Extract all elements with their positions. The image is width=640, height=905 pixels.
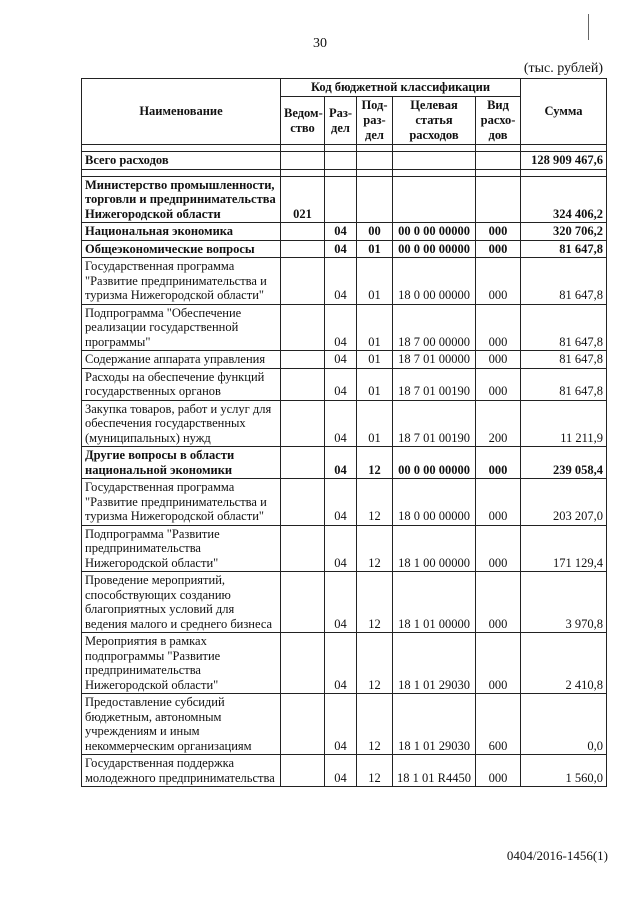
table-row <box>82 258 607 305</box>
row-type: 000 <box>476 258 521 305</box>
row-section: 04 <box>325 479 357 526</box>
row-dept <box>281 223 325 241</box>
row-sum: 171 129,4 <box>521 525 607 572</box>
table-row <box>82 368 607 400</box>
row-target: 00 0 00 00000 <box>393 240 476 258</box>
row-subsection: 12 <box>357 447 393 479</box>
row-sum: 0,0 <box>521 694 607 755</box>
row-target: 00 0 00 00000 <box>393 223 476 241</box>
row-section: 04 <box>325 447 357 479</box>
row-name: Государственная поддержка молодежного предпринимательства <box>82 755 281 787</box>
row-subsection: 01 <box>357 304 393 351</box>
row-name: Расходы на обеспечение функций государственных органов <box>82 368 281 400</box>
row-target: 18 7 01 00190 <box>393 400 476 447</box>
row-dept <box>281 258 325 305</box>
table-row <box>82 304 607 351</box>
row-type <box>476 176 521 223</box>
header-row-top <box>82 79 607 97</box>
document-code: 0404/2016-1456(1) <box>506 848 608 863</box>
row-name: Подпрограмма "Развитие предпринимательства Нижегородской области" <box>82 525 281 572</box>
table-row <box>82 351 607 369</box>
row-name: Другие вопросы в области национальной экономики <box>82 447 281 479</box>
row-dept <box>281 240 325 258</box>
row-sum: 11 211,9 <box>521 400 607 447</box>
row-dept <box>281 572 325 633</box>
spacer-row <box>82 169 607 176</box>
row-subsection: 12 <box>357 755 393 787</box>
spacer-row <box>82 145 607 152</box>
row-name: Государственная программа "Развитие предпринимательства и туризма Нижегородской области" <box>82 479 281 526</box>
row-name: Содержание аппарата управления <box>82 351 281 369</box>
row-name: Национальная экономика <box>82 223 281 241</box>
row-target <box>393 176 476 223</box>
row-type: 000 <box>476 351 521 369</box>
row-target: 18 1 00 00000 <box>393 525 476 572</box>
row-type: 200 <box>476 400 521 447</box>
row-target: 18 1 01 R4450 <box>393 755 476 787</box>
row-section: 04 <box>325 223 357 241</box>
row-target: 18 1 01 29030 <box>393 633 476 694</box>
row-section: 04 <box>325 351 357 369</box>
table-row <box>82 572 607 633</box>
row-target: 18 7 00 00000 <box>393 304 476 351</box>
row-section: 04 <box>325 572 357 633</box>
table-row <box>82 240 607 258</box>
row-target: 18 7 01 00000 <box>393 351 476 369</box>
row-dept <box>281 368 325 400</box>
row-dept <box>281 400 325 447</box>
row-target: 18 7 01 00190 <box>393 368 476 400</box>
row-section: 04 <box>325 694 357 755</box>
total-label: Всего расходов <box>82 152 281 170</box>
header-dept: Ведом-ство <box>281 97 325 145</box>
row-name: Подпрограмма "Обеспечение реализации государственной программы" <box>82 304 281 351</box>
row-section: 04 <box>325 304 357 351</box>
row-sum: 81 647,8 <box>521 368 607 400</box>
row-dept <box>281 633 325 694</box>
row-sum: 81 647,8 <box>521 351 607 369</box>
table-row <box>82 694 607 755</box>
row-sum: 2 410,8 <box>521 633 607 694</box>
row-section: 04 <box>325 400 357 447</box>
row-subsection: 01 <box>357 351 393 369</box>
row-subsection: 01 <box>357 258 393 305</box>
table-row <box>82 633 607 694</box>
row-type: 000 <box>476 447 521 479</box>
row-sum: 320 706,2 <box>521 223 607 241</box>
row-section: 04 <box>325 755 357 787</box>
row-sum: 81 647,8 <box>521 240 607 258</box>
row-subsection: 12 <box>357 525 393 572</box>
row-sum: 1 560,0 <box>521 755 607 787</box>
row-sum: 324 406,2 <box>521 176 607 223</box>
header-type: Вид расхо-дов <box>476 97 521 145</box>
row-sum: 81 647,8 <box>521 258 607 305</box>
row-section: 04 <box>325 525 357 572</box>
row-name: Проведение мероприятий, способствующих созданию благоприятных условий для ведения малого и среднего бизнеса <box>82 572 281 633</box>
row-subsection <box>357 176 393 223</box>
row-section: 04 <box>325 240 357 258</box>
table-row <box>82 176 607 223</box>
row-type: 000 <box>476 755 521 787</box>
row-subsection: 12 <box>357 572 393 633</box>
row-type: 000 <box>476 633 521 694</box>
total-row <box>82 152 607 170</box>
row-type: 000 <box>476 525 521 572</box>
row-dept <box>281 694 325 755</box>
header-section: Раз-дел <box>325 97 357 145</box>
row-sum: 3 970,8 <box>521 572 607 633</box>
row-subsection: 12 <box>357 479 393 526</box>
row-name: Государственная программа "Развитие предпринимательства и туризма Нижегородской области" <box>82 258 281 305</box>
row-type: 000 <box>476 240 521 258</box>
total-sum: 128 909 467,6 <box>521 152 607 170</box>
row-dept <box>281 351 325 369</box>
table-row <box>82 755 607 787</box>
row-target: 18 1 01 00000 <box>393 572 476 633</box>
row-name: Закупка товаров, работ и услуг для обеспечения государственных (муниципальных) нужд <box>82 400 281 447</box>
header-subsection: Под-раз-дел <box>357 97 393 145</box>
row-target: 00 0 00 00000 <box>393 447 476 479</box>
row-type: 000 <box>476 304 521 351</box>
row-sum: 81 647,8 <box>521 304 607 351</box>
row-subsection: 12 <box>357 633 393 694</box>
row-dept <box>281 525 325 572</box>
row-subsection: 00 <box>357 223 393 241</box>
row-subsection: 01 <box>357 368 393 400</box>
table-row <box>82 447 607 479</box>
table-row <box>82 479 607 526</box>
page-number: 30 <box>313 36 327 51</box>
row-type: 000 <box>476 479 521 526</box>
row-type: 000 <box>476 368 521 400</box>
row-sum: 203 207,0 <box>521 479 607 526</box>
header-sum: Сумма <box>521 79 607 145</box>
row-target: 18 1 01 29030 <box>393 694 476 755</box>
table-row <box>82 400 607 447</box>
row-target: 18 0 00 00000 <box>393 479 476 526</box>
units-label: (тыс. рублей) <box>523 61 603 76</box>
table-row <box>82 223 607 241</box>
row-dept <box>281 447 325 479</box>
row-name: Министерство промышленности, торговли и предпринимательства Нижегородской области <box>82 176 281 223</box>
row-subsection: 01 <box>357 240 393 258</box>
header-code-group: Код бюджетной классификации <box>281 79 521 97</box>
budget-table <box>81 78 607 787</box>
row-subsection: 12 <box>357 694 393 755</box>
row-dept <box>281 479 325 526</box>
row-subsection: 01 <box>357 400 393 447</box>
table-row <box>82 525 607 572</box>
row-dept: 021 <box>281 176 325 223</box>
row-dept <box>281 304 325 351</box>
row-target: 18 0 00 00000 <box>393 258 476 305</box>
table-body <box>82 145 607 787</box>
header-name: Наименование <box>82 79 281 145</box>
row-type: 000 <box>476 572 521 633</box>
row-type: 600 <box>476 694 521 755</box>
row-section: 04 <box>325 633 357 694</box>
row-dept <box>281 755 325 787</box>
row-name: Предоставление субсидий бюджетным, автономным учреждениям и иным некоммерческим организациям <box>82 694 281 755</box>
row-name: Общеэкономические вопросы <box>82 240 281 258</box>
row-section: 04 <box>325 258 357 305</box>
row-type: 000 <box>476 223 521 241</box>
row-section: 04 <box>325 368 357 400</box>
row-sum: 239 058,4 <box>521 447 607 479</box>
row-name: Мероприятия в рамках подпрограммы "Развитие предпринимательства Нижегородской области" <box>82 633 281 694</box>
row-section <box>325 176 357 223</box>
header-target: Целевая статья расходов <box>393 97 476 145</box>
